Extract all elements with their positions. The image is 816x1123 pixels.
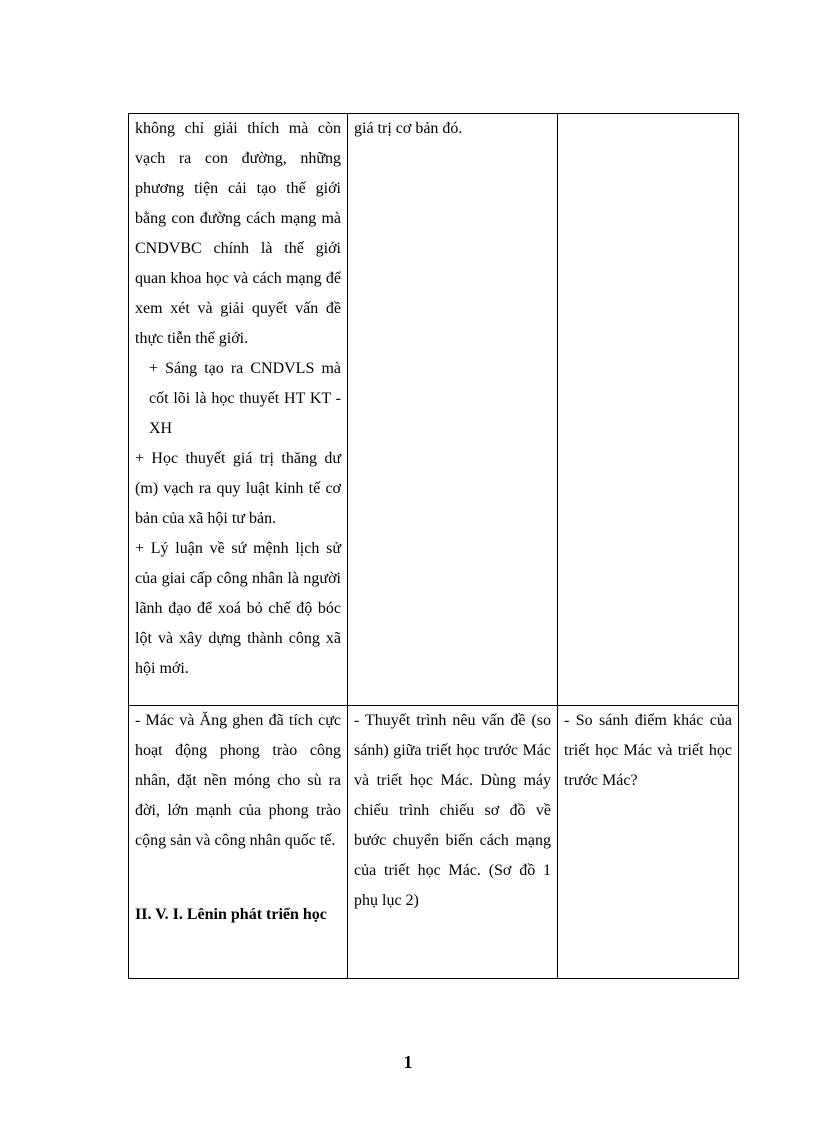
content-cell [129, 706, 348, 979]
cell-paragraph: không chỉ giải thích mà còn vạch ra con đường, những phương tiện cải tạo thế giới bằng con đường cách mạng mà CNDVBC chính là thế giới quan khoa học và cách mạng để xem xét và giải quyết vấn đề thực tiễn thế giới. [135, 120, 341, 347]
page-number: 1 [403, 1052, 413, 1072]
cell-paragraph: - Mác và Ăng ghen đã tích cực hoạt động phong trào công nhân, đặt nền móng cho sù ra đời, lớn mạnh của phong trào cộng sản và công nhân quốc tế. [135, 712, 341, 849]
cell-paragraph: + Lý luận về sứ mệnh lịch sử của giai cấp công nhân là người lãnh đạo để xoá bỏ chế độ bóc lột và xây dựng thành công xã hội mới. [135, 540, 341, 677]
question-cell [558, 114, 739, 706]
cell-paragraph: + Sáng tạo ra CNDVLS mà cốt lõi là học thuyết HT KT - XH [149, 360, 341, 437]
content-cell [129, 114, 348, 706]
method-cell [348, 706, 558, 979]
cell-paragraph: - Thuyết trình nêu vấn đề (so sánh) giữa triết học trước Mác và triết học Mác. Dùng máy chiếu trình chiếu sơ đồ về bước chuyển biến cách mạng của triết học Mác. (Sơ đồ 1 phụ lục 2) [354, 712, 551, 909]
lesson-table [128, 113, 739, 979]
section-heading: II. V. I. Lênin phát triển học [135, 906, 327, 923]
question-cell [558, 706, 739, 979]
cell-paragraph: + Học thuyết giá trị thăng dư (m) vạch ra quy luật kinh tế cơ bản của xã hội tư bản. [135, 450, 341, 527]
table-row [129, 114, 739, 706]
method-cell [348, 114, 558, 706]
table-row [129, 706, 739, 979]
cell-paragraph: giá trị cơ bản đó. [354, 120, 463, 137]
cell-paragraph: - So sánh điểm khác của triết học Mác và triết học trước Mác? [564, 712, 732, 789]
